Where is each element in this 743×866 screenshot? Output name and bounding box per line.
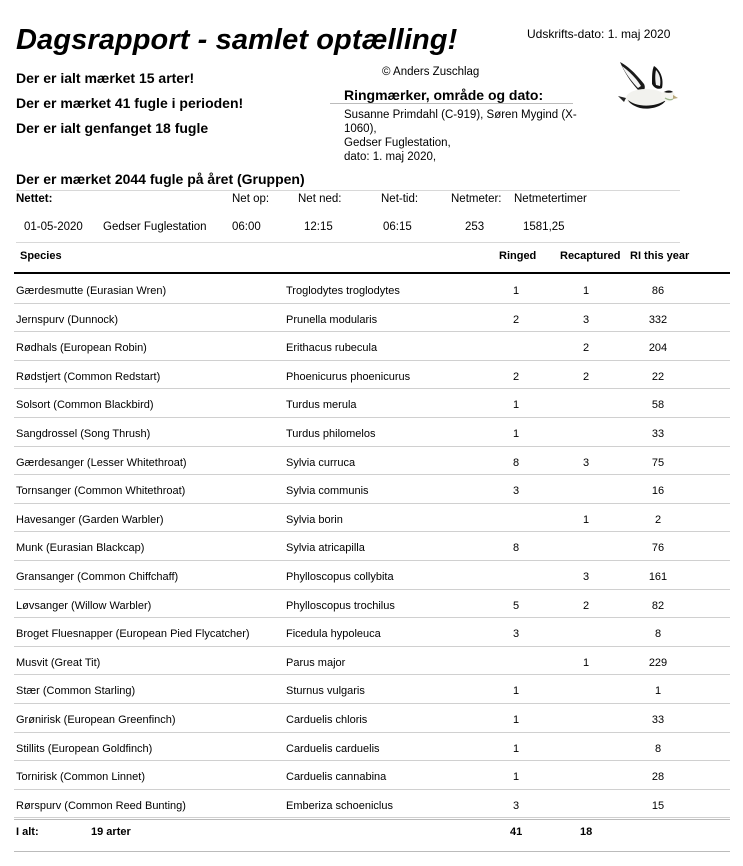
table-row xyxy=(14,590,730,619)
summary-recaptured: Der er ialt genfanget 18 fugle xyxy=(16,120,209,136)
net-down-value: 12:15 xyxy=(304,221,333,233)
species-name: Tornsanger (Common Whitethroat) xyxy=(16,485,186,498)
ri-this-year-count: 204 xyxy=(648,342,668,355)
ri-this-year-count: 28 xyxy=(651,771,665,784)
species-name: Stær (Common Starling) xyxy=(16,685,136,698)
total-recaptured: 18 xyxy=(580,826,593,838)
total-species: 19 arter xyxy=(91,826,131,838)
recaptured-count: 2 xyxy=(582,342,590,355)
total-label: I alt: xyxy=(16,826,39,838)
net-station: Gedser Fuglestation xyxy=(103,221,207,233)
column-header-ri-this-year: RI this year xyxy=(630,250,690,262)
latin-name: Sturnus vulgaris xyxy=(286,685,365,698)
header-divider xyxy=(14,272,730,274)
ringed-count: 3 xyxy=(512,628,520,641)
table-row xyxy=(14,504,730,533)
column-header-species: Species xyxy=(20,250,62,262)
latin-name: Turdus merula xyxy=(286,399,357,412)
eider-duck-icon xyxy=(610,60,678,126)
table-row xyxy=(14,332,730,361)
recaptured-count: 2 xyxy=(582,599,590,612)
species-name: Munk (Eurasian Blackcap) xyxy=(16,542,145,555)
latin-name: Carduelis chloris xyxy=(286,714,368,726)
latin-name: Sylvia curruca xyxy=(286,456,356,469)
table-row xyxy=(14,618,730,647)
ringed-count: 1 xyxy=(512,742,520,755)
table-row xyxy=(14,447,730,476)
ringer-line-2: Gedser Fuglestation, xyxy=(344,137,451,149)
latin-name: Troglodytes troglodytes xyxy=(286,285,400,297)
table-row xyxy=(14,475,730,504)
table-row xyxy=(14,304,730,333)
ringer-line-3: dato: 1. maj 2020, xyxy=(344,151,437,163)
recaptured-count: 1 xyxy=(582,285,590,297)
species-name: Musvit (Great Tit) xyxy=(16,656,101,669)
ri-this-year-count: 15 xyxy=(651,799,665,812)
table-row xyxy=(14,361,730,390)
latin-name: Sylvia communis xyxy=(286,485,369,498)
ri-this-year-count: 75 xyxy=(651,456,665,469)
ri-this-year-count: 2 xyxy=(654,513,662,526)
species-name: Grønirisk (European Greenfinch) xyxy=(16,714,176,726)
ringed-count: 1 xyxy=(512,685,520,698)
ringed-count: 2 xyxy=(512,313,520,326)
ringed-count: 1 xyxy=(512,285,520,297)
species-name: Solsort (Common Blackbird) xyxy=(16,399,154,412)
net-meter-hours-header: Netmetertimer xyxy=(514,193,587,205)
net-meter-hours-value: 1581,25 xyxy=(523,221,565,233)
net-down-header: Net ned: xyxy=(298,193,342,205)
column-header-recaptured: Recaptured xyxy=(560,250,621,262)
latin-name: Phylloscopus collybita xyxy=(286,571,394,583)
ringed-count: 5 xyxy=(512,599,520,612)
ringed-count: 3 xyxy=(512,799,520,812)
latin-name: Ficedula hypoleuca xyxy=(286,628,381,641)
recaptured-count: 3 xyxy=(582,313,590,326)
ri-this-year-count: 16 xyxy=(651,485,665,498)
ri-this-year-count: 58 xyxy=(651,399,665,412)
net-time-header: Net-tid: xyxy=(381,193,419,205)
column-header-ringed: Ringed xyxy=(499,250,537,262)
species-name: Gærdesanger (Lesser Whitethroat) xyxy=(16,456,187,469)
ringer-line-1: Susanne Primdahl (C-919), Søren Mygind (X-1060), xyxy=(344,109,577,135)
latin-name: Turdus philomelos xyxy=(286,428,376,440)
net-up-value: 06:00 xyxy=(232,221,261,233)
ri-this-year-count: 8 xyxy=(654,742,662,755)
divider xyxy=(16,190,680,191)
ringer-details xyxy=(344,108,594,164)
species-name: Rødstjert (Common Redstart) xyxy=(16,370,161,383)
latin-name: Emberiza schoeniclus xyxy=(286,799,393,812)
species-name: Jernspurv (Dunnock) xyxy=(16,313,119,326)
latin-name: Phylloscopus trochilus xyxy=(286,599,395,612)
total-ringed: 41 xyxy=(510,826,523,838)
latin-name: Erithacus rubecula xyxy=(286,342,378,355)
latin-name: Phoenicurus phoenicurus xyxy=(286,370,411,383)
latin-name: Sylvia borin xyxy=(286,513,343,526)
table-row xyxy=(14,675,730,704)
recaptured-count: 1 xyxy=(582,656,590,669)
summary-species: Der er ialt mærket 15 arter! xyxy=(16,70,195,86)
ringed-count: 1 xyxy=(512,714,520,726)
summary-year: Der er mærket 2044 fugle på året (Gruppen) xyxy=(16,171,305,187)
ri-this-year-count: 33 xyxy=(651,714,665,726)
ri-this-year-count: 33 xyxy=(651,428,665,440)
ringed-count: 1 xyxy=(512,771,520,784)
species-name: Løvsanger (Willow Warbler) xyxy=(16,599,152,612)
species-name: Rødhals (European Robin) xyxy=(16,342,147,355)
table-row xyxy=(14,389,730,418)
recaptured-count: 3 xyxy=(582,456,590,469)
ringed-count: 2 xyxy=(512,370,520,383)
table-row xyxy=(14,704,730,733)
divider xyxy=(14,819,730,820)
table-row xyxy=(14,418,730,447)
table-row xyxy=(14,733,730,762)
ri-this-year-count: 86 xyxy=(651,285,665,297)
species-name: Gærdesmutte (Eurasian Wren) xyxy=(16,285,167,297)
ringer-heading: Ringmærker, område og dato: xyxy=(344,87,544,103)
recaptured-count: 1 xyxy=(582,513,590,526)
table-row xyxy=(14,647,730,676)
species-name: Havesanger (Garden Warbler) xyxy=(16,513,164,526)
net-time-value: 06:15 xyxy=(383,221,412,233)
ringer-divider xyxy=(330,103,573,104)
latin-name: Sylvia atricapilla xyxy=(286,542,365,555)
print-date: Udskrifts-dato: 1. maj 2020 xyxy=(527,27,671,41)
ringed-count: 8 xyxy=(512,456,520,469)
table-row xyxy=(14,275,730,304)
latin-name: Carduelis carduelis xyxy=(286,742,380,755)
latin-name: Carduelis cannabina xyxy=(286,771,387,784)
page-title: Dagsrapport - samlet optælling! xyxy=(16,24,458,56)
ringed-count: 1 xyxy=(512,428,520,440)
latin-name: Prunella modularis xyxy=(286,313,378,326)
table-row xyxy=(14,761,730,790)
ri-this-year-count: 82 xyxy=(651,599,665,612)
copyright: © Anders Zuschlag xyxy=(382,66,480,78)
species-name: Sangdrossel (Song Thrush) xyxy=(16,428,151,440)
ri-this-year-count: 8 xyxy=(654,628,662,641)
table-row xyxy=(14,532,730,561)
net-meter-value: 253 xyxy=(465,221,485,233)
ri-this-year-count: 332 xyxy=(648,313,668,326)
ri-this-year-count: 76 xyxy=(651,542,665,555)
species-name: Stillits (European Goldfinch) xyxy=(16,742,153,755)
ri-this-year-count: 1 xyxy=(654,685,662,698)
ri-this-year-count: 22 xyxy=(651,370,665,383)
divider xyxy=(14,851,730,852)
recaptured-count: 3 xyxy=(582,571,590,583)
net-meter-header: Netmeter: xyxy=(451,193,502,205)
ringed-count: 1 xyxy=(512,399,520,412)
ringed-count: 3 xyxy=(512,485,520,498)
recaptured-count: 2 xyxy=(582,370,590,383)
species-name: Broget Fluesnapper (European Pied Flycatcher) xyxy=(16,628,250,641)
ri-this-year-count: 161 xyxy=(648,571,668,583)
net-label: Nettet: xyxy=(16,193,53,205)
net-up-header: Net op: xyxy=(232,193,270,205)
divider xyxy=(16,242,680,243)
table-row xyxy=(14,561,730,590)
table-row xyxy=(14,790,730,819)
latin-name: Parus major xyxy=(286,656,346,669)
ringed-count: 8 xyxy=(512,542,520,555)
summary-marked: Der er mærket 41 fugle i perioden! xyxy=(16,95,244,111)
net-date: 01-05-2020 xyxy=(24,221,83,233)
species-name: Rørspurv (Common Reed Bunting) xyxy=(16,799,186,812)
species-name: Tornirisk (Common Linnet) xyxy=(16,771,145,784)
species-name: Gransanger (Common Chiffchaff) xyxy=(16,571,179,583)
ri-this-year-count: 229 xyxy=(648,656,668,669)
